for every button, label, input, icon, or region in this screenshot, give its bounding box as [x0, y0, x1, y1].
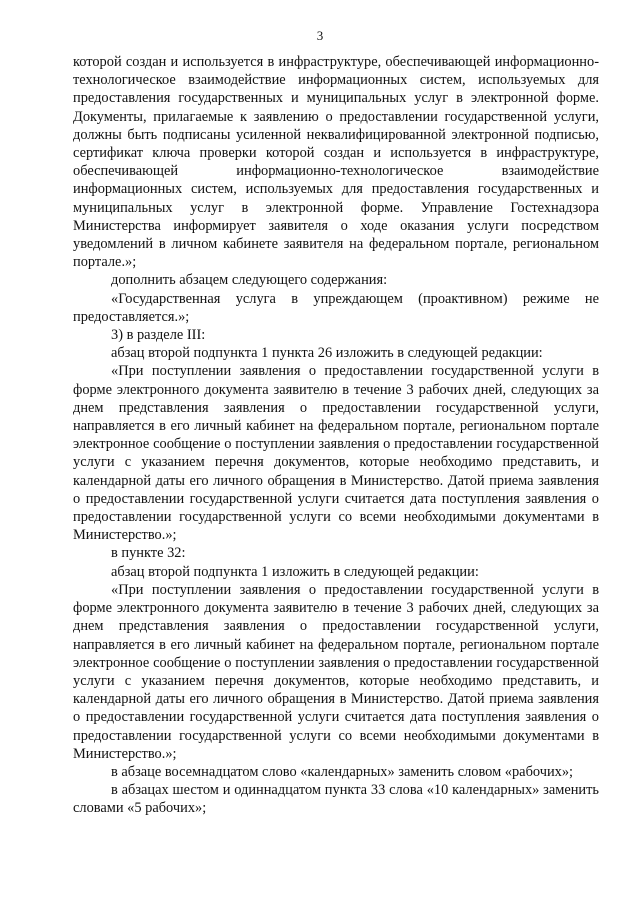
paragraph: абзац второй подпункта 1 пункта 26 изложить в следующей редакции:	[111, 345, 543, 362]
paragraph: в пункте 32:	[111, 545, 186, 562]
paragraph: абзац второй подпункта 1 изложить в следующей редакции:	[111, 563, 479, 580]
document-body	[73, 53, 599, 818]
paragraph: в абзаце восемнадцатом слово «календарных» заменить словом «рабочих»;	[111, 763, 574, 780]
paragraph: «Государственная услуга в упреждающем (проактивном) режиме не предоставляется.»;	[73, 290, 599, 325]
paragraph: которой создан и используется в инфраструктуре, обеспечивающей информационно-технологическое взаимодействие информационных систем, используемых для предоставления государственных и муниципальных услуг в электронной форме. Документы, прилагаемые к заявлению о предоставлении государственной услуги, должны быть подписаны усиленной неквалифицированной электронной подписью, сертификат ключа проверки которой создан и используется в инфраструктуре, обеспечивающей информационно-технологическое взаимодействие информационных систем, используемых для предоставления государственных и муниципальных услуг в электронной форме. Управление Гостехнадзора Министерства информирует заявителя о ходе оказания услуги посредством уведомлений в личном кабинете заявителя на федеральном портале, региональном портале.»;	[73, 54, 599, 271]
paragraph: «При поступлении заявления о предоставлении государственной услуги в форме электронного документа заявителю в течение 3 рабочих дней, следующих за днем представления заявления о предоставлении государственной услуги, направляется в его личный кабинет на федеральном портале, региональном портале электронное сообщение о поступлении заявления о предоставлении государственной услуги с указанием перечня документов, которые необходимо представить, и календарной даты его личного обращения в Министерство. Датой приема заявления о предоставлении государственной услуги считается дата поступления заявления о предоставлении государственной услуги со всеми необходимыми документами в Министерство.»;	[73, 581, 599, 762]
paragraph: 3) в разделе III:	[111, 327, 206, 344]
paragraph: дополнить абзацем следующего содержания:	[111, 272, 388, 289]
page-number: 3	[316, 28, 324, 43]
paragraph: «При поступлении заявления о предоставлении государственной услуги в форме электронного документа заявителю в течение 3 рабочих дней, следующих за днем представления заявления о предоставлении государственной услуги, направляется в его личный кабинет на федеральном портале, региональном портале электронное сообщение о поступлении заявления о предоставлении государственной услуги с указанием перечня документов, которые необходимо представить, и календарной даты его личного обращения в Министерство. Датой приема заявления о предоставлении государственной услуги считается дата поступления заявления о предоставлении государственной услуги со всеми необходимыми документами в Министерство.»;	[73, 363, 599, 544]
paragraph: в абзацах шестом и одиннадцатом пункта 33 слова «10 календарных» заменить словами «5 рабочих»;	[73, 782, 599, 817]
